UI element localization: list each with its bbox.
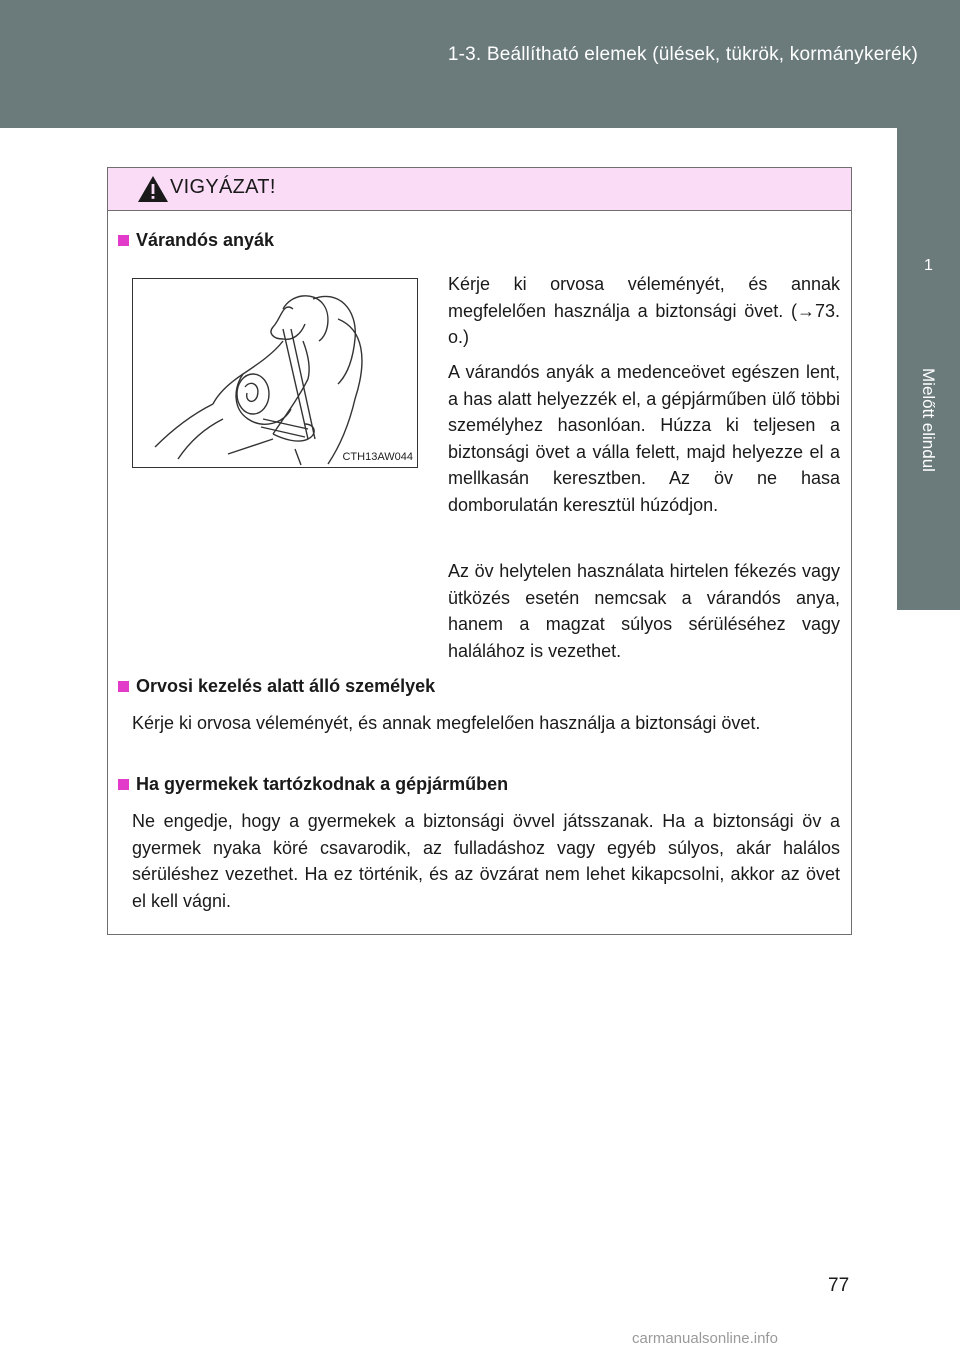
paragraph: Kérje ki orvosa véleményét, és annak megfelelően használja a biztonsági övet.	[132, 713, 761, 733]
paragraph: A várandós anyák a medenceövet egészen lent, a has alatt helyezzék el, a gépjárműben ülő többi személyhez hasonlóan. Húzza ki teljesen a biztonsági övet a válla felett, majd helyezze el a mellkasán keresztben. Az öv ne hasa domborulatán keresztül húzódjon.	[448, 362, 840, 515]
section-heading-medical	[116, 676, 435, 697]
watermark: carmanualsonline.info	[632, 1330, 778, 1347]
warning-triangle-icon	[136, 174, 170, 204]
section-heading-children	[116, 774, 508, 795]
figure-label: CTH13AW044	[342, 451, 413, 463]
figure-pregnant-seatbelt	[132, 278, 418, 468]
section-heading-pregnant	[116, 230, 274, 251]
chapter-tab	[897, 128, 960, 360]
square-bullet-icon	[118, 779, 129, 790]
paragraph: Az öv helytelen használata hirtelen fékezés vagy ütközés esetén nemcsak a várandós anya, hanem a magzat súlyos sérüléséhez vagy halálához is vezethet.	[448, 561, 840, 661]
pregnant-woman-illustration	[133, 279, 417, 467]
warning-title: VIGYÁZAT!	[170, 176, 276, 198]
warning-header	[108, 168, 851, 211]
paragraph: Ne engedje, hogy a gyermekek a biztonsági övvel játsszanak. Ha a biztonsági öv a gyermek nyaka köré csavarodik, az fulladáshoz vagy egyéb súlyos, akár halálos sérüléshez vezethet. Ha ez történik, és az övzárat nem lehet kikapcsolni, akkor az övet el kell vágni.	[132, 811, 840, 911]
chapter-number: 1	[924, 257, 933, 274]
chapter-label: Mielőtt elindul	[919, 368, 938, 472]
square-bullet-icon	[118, 681, 129, 692]
section-heading-text: Várandós anyák	[136, 230, 275, 250]
section-heading-text: Ha gyermekek tartózkodnak a gépjárműben	[136, 774, 509, 794]
section-heading-text: Orvosi kezelés alatt álló személyek	[136, 676, 436, 696]
paragraph: Kérje ki orvosa véleményét, és annak megfelelően használja a biztonsági övet. (→73. o.)	[448, 274, 840, 347]
warning-box	[107, 167, 852, 935]
page-number: 77	[828, 1275, 850, 1296]
square-bullet-icon	[118, 235, 129, 246]
header-title: 1-3. Beállítható elemek (ülések, tükrök, kormánykerék)	[447, 44, 918, 65]
page-header	[0, 0, 960, 128]
